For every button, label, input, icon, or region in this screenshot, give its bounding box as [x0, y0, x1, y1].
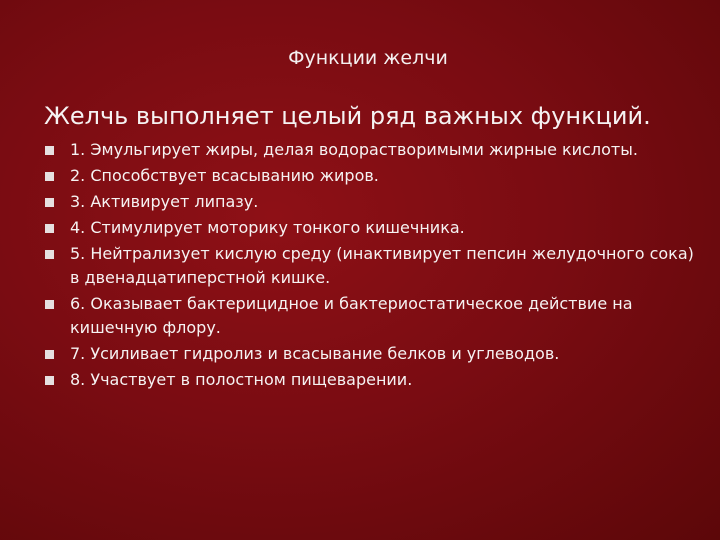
- square-bullet-icon: [45, 198, 54, 207]
- square-bullet-icon: [45, 172, 54, 181]
- list-item: [44, 342, 694, 366]
- slide-heading: Желчь выполняет целый ряд важных функций.: [44, 102, 651, 130]
- list-item-text: 6. Оказывает бактерицидное и бактериостатическое действие на кишечную флору.: [70, 294, 633, 337]
- bullet-list: [44, 138, 694, 394]
- square-bullet-icon: [45, 350, 54, 359]
- list-item-text: 4. Стимулирует моторику тонкого кишечника.: [70, 218, 465, 237]
- list-item-text: 5. Нейтрализует кислую среду (инактивирует пепсин желудочного сока) в двенадцатиперстной кишке.: [70, 244, 694, 287]
- list-item: [44, 164, 694, 188]
- list-item: [44, 242, 694, 290]
- square-bullet-icon: [45, 146, 54, 155]
- square-bullet-icon: [45, 250, 54, 259]
- list-item-text: 8. Участвует в полостном пищеварении.: [70, 370, 413, 389]
- list-item: [44, 138, 694, 162]
- list-item-text: 1. Эмульгирует жиры, делая водорастворимыми жирные кислоты.: [70, 140, 638, 159]
- square-bullet-icon: [45, 300, 54, 309]
- slide-title: Функции желчи: [288, 47, 448, 69]
- list-item: [44, 368, 694, 392]
- list-item: [44, 292, 694, 340]
- list-item: [44, 190, 694, 214]
- list-item: [44, 216, 694, 240]
- square-bullet-icon: [45, 376, 54, 385]
- list-item-text: 7. Усиливает гидролиз и всасывание белков и углеводов.: [70, 344, 560, 363]
- list-item-text: 3. Активирует липазу.: [70, 192, 259, 211]
- square-bullet-icon: [45, 224, 54, 233]
- list-item-text: 2. Способствует всасыванию жиров.: [70, 166, 379, 185]
